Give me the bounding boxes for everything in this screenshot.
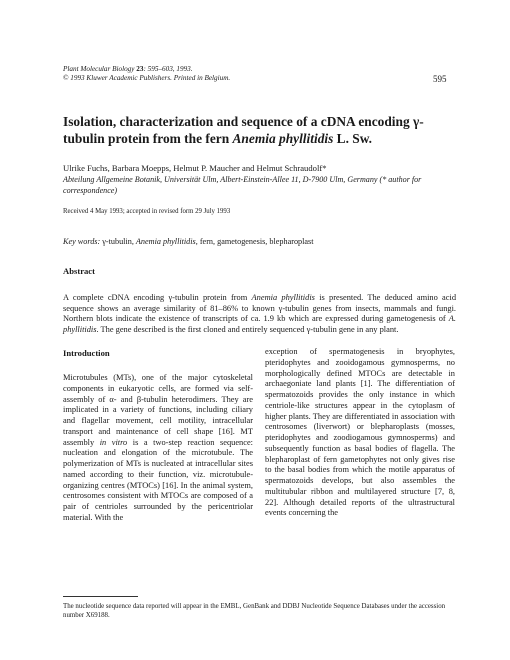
journal-header xyxy=(63,65,230,83)
received-dates: Received 4 May 1993; accepted in revised form 29 July 1993 xyxy=(63,208,231,215)
author-list: Ulrike Fuchs, Barbara Moepps, Helmut P. Maucher and Helmut Schraudolf* xyxy=(63,163,327,173)
intro-left-text-b: is a two-step reaction sequence: nucleation and elongation of the microtubule. The polymerization of MTs is nucleated at intracellular sites named according to their function, viz. microtubule-organizing centres (MTOCs) [16]. In the animal system, centrosomes consistent with MTOCs are composed of a pair of centrioles surrounded by the pericentriolar material. With the xyxy=(63,437,253,522)
title-text-2: L. Sw. xyxy=(333,131,373,146)
page-number: 595 xyxy=(433,74,447,84)
footnote-divider xyxy=(63,596,138,597)
introduction-right-column: exception of spermatogenesis in bryophytes, pteridophytes and zooidogamous gymnosperms, no morphologically defined MTOCs are detectable in archaegoniate land plants [1]. The differentiation of spermatozoids provides the only instance in which centriole-like structures appear in the cytoplasm of higher plants. They are differentiated in association with centrosomes (liverwort) or blepharoplasts (mosses, pteridophytes and zoodiogamous gymnosperms) and subsequently function as basal bodies of flagella. The blepharoplast of fern gametophytes not only gives rise to the basal bodies from which the motile apparatus of spermatozoids develops, but also assembles the multitubular ribbon and multilayered structure [7, 8, 22]. Although detailed reports of the ultrastructural events concerning the xyxy=(265,347,455,518)
abstract-text-b: is presented. The deduced amino acid sequence shows an average similarity of 81–86% to known γ-tubulin genes from insects, mammals and fungi. Northern blots indicate the existence of transcripts of ca. 1.9 kb which are expressed during gametogenesis of xyxy=(63,293,457,324)
keywords-text-a: γ-tubulin, xyxy=(100,237,136,246)
article-title xyxy=(63,113,463,147)
keywords-species: Anemia phyllitidis xyxy=(135,237,196,246)
volume-number: 23 xyxy=(136,65,144,73)
abstract-body xyxy=(63,293,456,335)
abstract-text-a: A complete cDNA encoding γ-tubulin protein from xyxy=(63,293,252,302)
introduction-left-column xyxy=(63,373,253,524)
abstract-heading: Abstract xyxy=(63,266,95,276)
introduction-heading: Introduction xyxy=(63,348,110,358)
title-text-1: Isolation, characterization and sequence of a cDNA encoding γ-tubulin protein from the fern xyxy=(63,114,424,146)
journal-name: Plant Molecular Biology xyxy=(63,65,135,73)
keywords xyxy=(63,237,483,246)
footnote: The nucleotide sequence data reported will appear in the EMBL, GenBank and DDBJ Nucleotide Sequence Databases under the accession number X69188. xyxy=(63,603,446,619)
keywords-label: Key words: xyxy=(63,237,101,246)
title-species: Anemia phyllitidis xyxy=(232,131,334,146)
affiliation: Abteilung Allgemeine Botanik, Universität Ulm, Albert-Einstein-Allee 11, D-7900 Ulm, Germany (* author for correspondence) xyxy=(63,175,422,195)
abstract-text-c: . The gene described is the first cloned and entirely sequenced γ-tubulin gene in any plant. xyxy=(96,324,399,334)
citation-line xyxy=(63,65,230,74)
intro-left-text-a: Microtubules (MTs), one of the major cytoskeletal components in eukaryotic cells, are formed via self-assembly of α- and β-tubulin heterodimers. They are implicated in a variety of functions, including ciliary and flagellar movement, cell motility, intracellular transport and maintenance of cell shape [16]. MT assembly xyxy=(63,373,253,447)
abstract-species-2: A. phyllitidis xyxy=(63,314,456,334)
keywords-text-b: , fern, gametogenesis, blepharoplast xyxy=(195,237,314,246)
abstract-species-1: Anemia phyllitidis xyxy=(251,293,315,302)
intro-in-vitro: in vitro xyxy=(99,437,128,447)
copyright-line: © 1993 Kluwer Academic Publishers. Printed in Belgium. xyxy=(63,74,231,82)
pages-year: : 595–603, 1993. xyxy=(143,65,193,73)
